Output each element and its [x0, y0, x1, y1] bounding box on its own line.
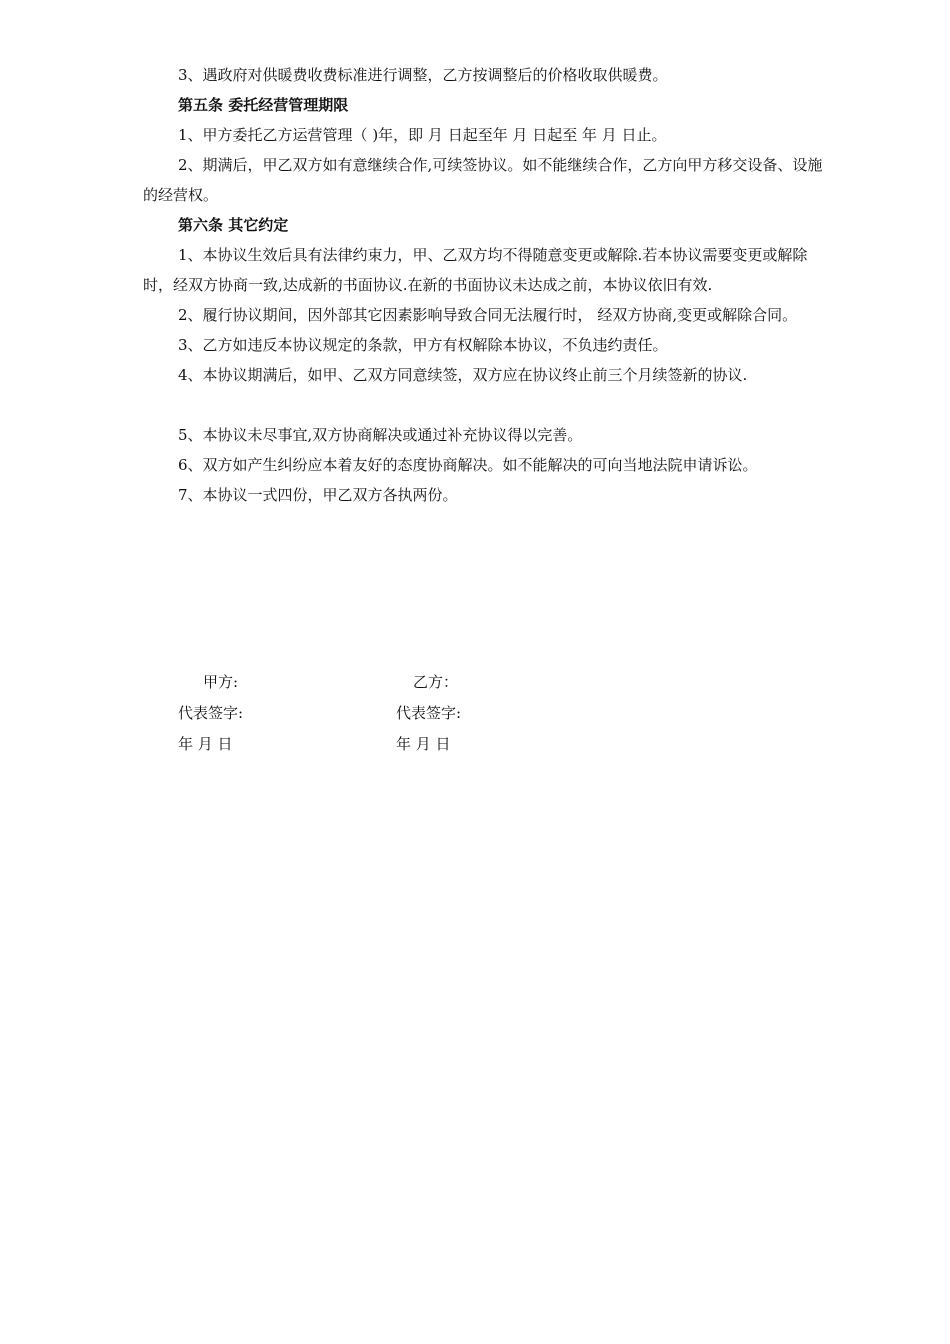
- party-a-representative-label: 代表签字:: [178, 704, 244, 722]
- document-body: [143, 60, 823, 510]
- party-b-label: 乙方：: [413, 673, 459, 691]
- clause-text: 3、遇政府对供暖费收费标准进行调整，乙方按调整后的价格收取供暖费。: [178, 66, 668, 84]
- party-a-label: 甲方:: [203, 673, 239, 691]
- clause-text: 5、本协议未尽事宜,双方协商解决或通过补充协议得以完善。: [178, 426, 583, 444]
- article-6-title: 第六条 其它约定: [178, 216, 289, 234]
- clause-text: 2、期满后，甲乙双方如有意继续合作,可续签协议。如不能继续合作，乙方向甲方移交设备、设施的经营权。: [143, 156, 823, 204]
- clause-text: 1、甲方委托乙方运营管理（ )年，即 月 日起至年 月 日起至 年 月 日止。: [178, 126, 667, 144]
- clause-text: 2、履行协议期间，因外部其它因素影响导致合同无法履行时， 经双方协商,变更或解除合同。: [178, 306, 798, 324]
- clause-text: 6、双方如产生纠纷应本着友好的态度协商解决。如不能解决的可向当地法院申请诉讼。: [178, 456, 758, 474]
- article-5-title: 第五条 委托经营管理期限: [178, 96, 349, 114]
- clause-text: 1、本协议生效后具有法律约束力，甲、乙双方均不得随意变更或解除.若本协议需要变更或解除时，经双方协商一致,达成新的书面协议.在新的书面协议未达成之前，本协议依旧有效.: [143, 246, 808, 294]
- blank-line: [143, 390, 823, 420]
- clause-text: 3、乙方如违反本协议规定的条款，甲方有权解除本协议，不负违约责任。: [178, 336, 668, 354]
- party-b-representative-label: 代表签字:: [396, 704, 462, 722]
- party-a-date-label: 年 月 日: [178, 735, 233, 753]
- clause-text: 4、本协议期满后，如甲、乙双方同意续签，双方应在协议终止前三个月续签新的协议.: [178, 366, 748, 384]
- clause-text: 7、本协议一式四份，甲乙双方各执两份。: [178, 486, 458, 504]
- party-b-date-label: 年 月 日: [396, 735, 451, 753]
